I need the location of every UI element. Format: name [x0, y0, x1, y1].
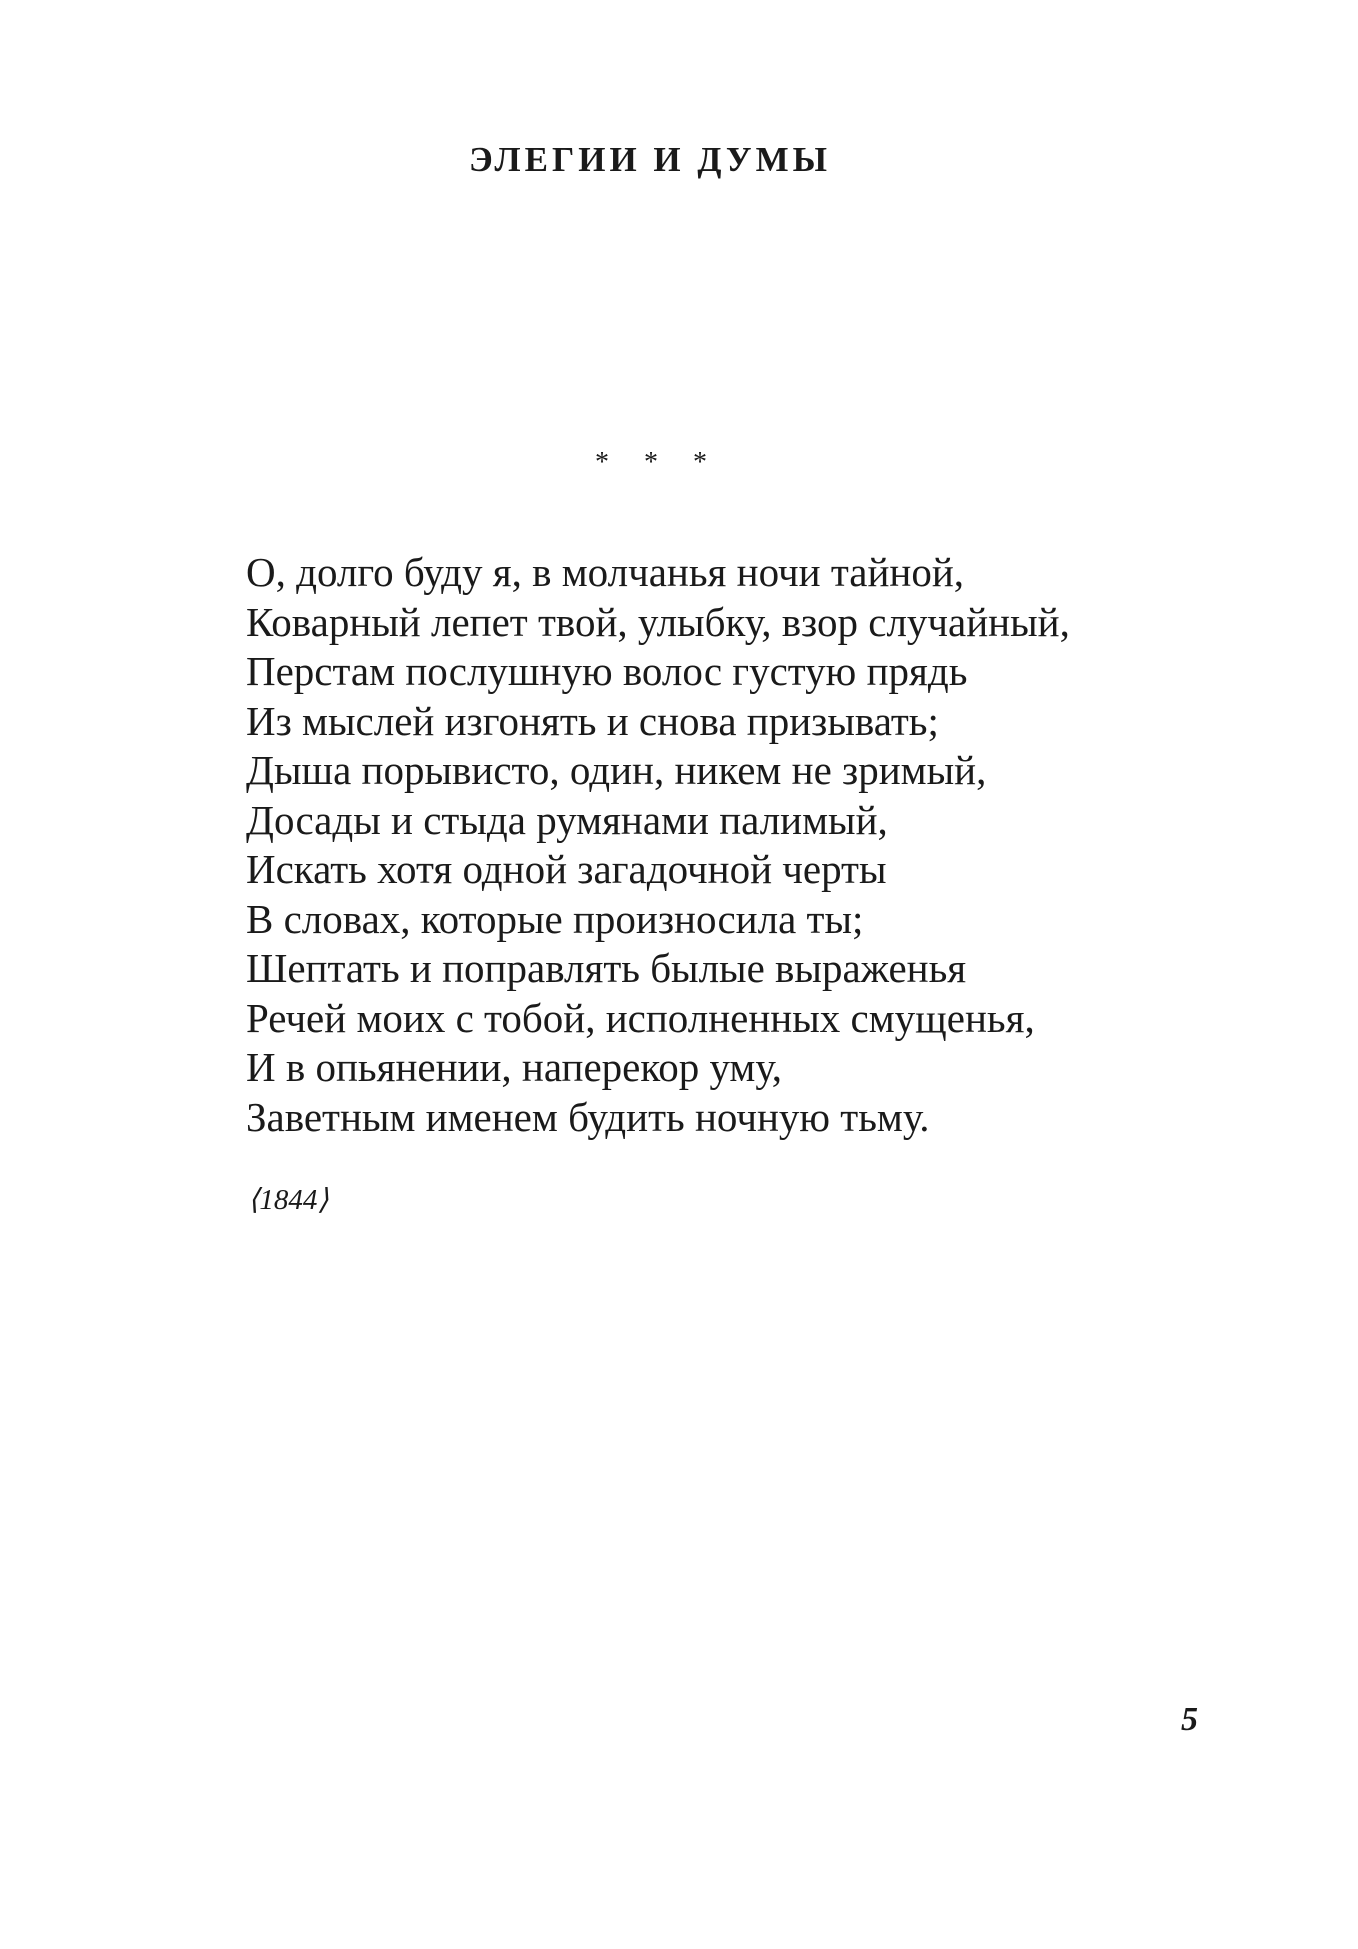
poem-line: Из мыслей изгонять и снова призывать;: [246, 697, 939, 744]
poem-line: Шептать и поправлять былые выраженья: [246, 945, 967, 991]
poem-line: В словах, которые произносила ты;: [246, 895, 864, 942]
poem-text: [246, 548, 1246, 1142]
poem-line: Искать хотя одной загадочной черты: [246, 846, 887, 892]
poem-line: Досады и стыда румянами палимый,: [246, 796, 888, 843]
section-title: ЭЛЕГИИ И ДУМЫ: [469, 140, 831, 179]
poem-line: Коварный лепет твой, улыбку, взор случайный,: [246, 598, 1070, 645]
poem-date: ⟨1844⟩: [248, 1184, 329, 1216]
poem-line: Дыша порывисто, один, никем не зримый,: [246, 747, 987, 793]
poem-line: Речей моих с тобой, исполненных смущенья,: [246, 994, 1035, 1041]
page-number: 5: [1181, 1701, 1198, 1738]
poem-line: Заветным именем будить ночную тьму.: [246, 1093, 930, 1140]
poem-line: Перстам послушную волос густую прядь: [246, 648, 968, 694]
poem-line: О, долго буду я, в молчанья ночи тайной,: [246, 549, 965, 595]
poem-separator: * * *: [595, 447, 721, 478]
poem-line: И в опьянении, наперекор уму,: [246, 1044, 783, 1090]
